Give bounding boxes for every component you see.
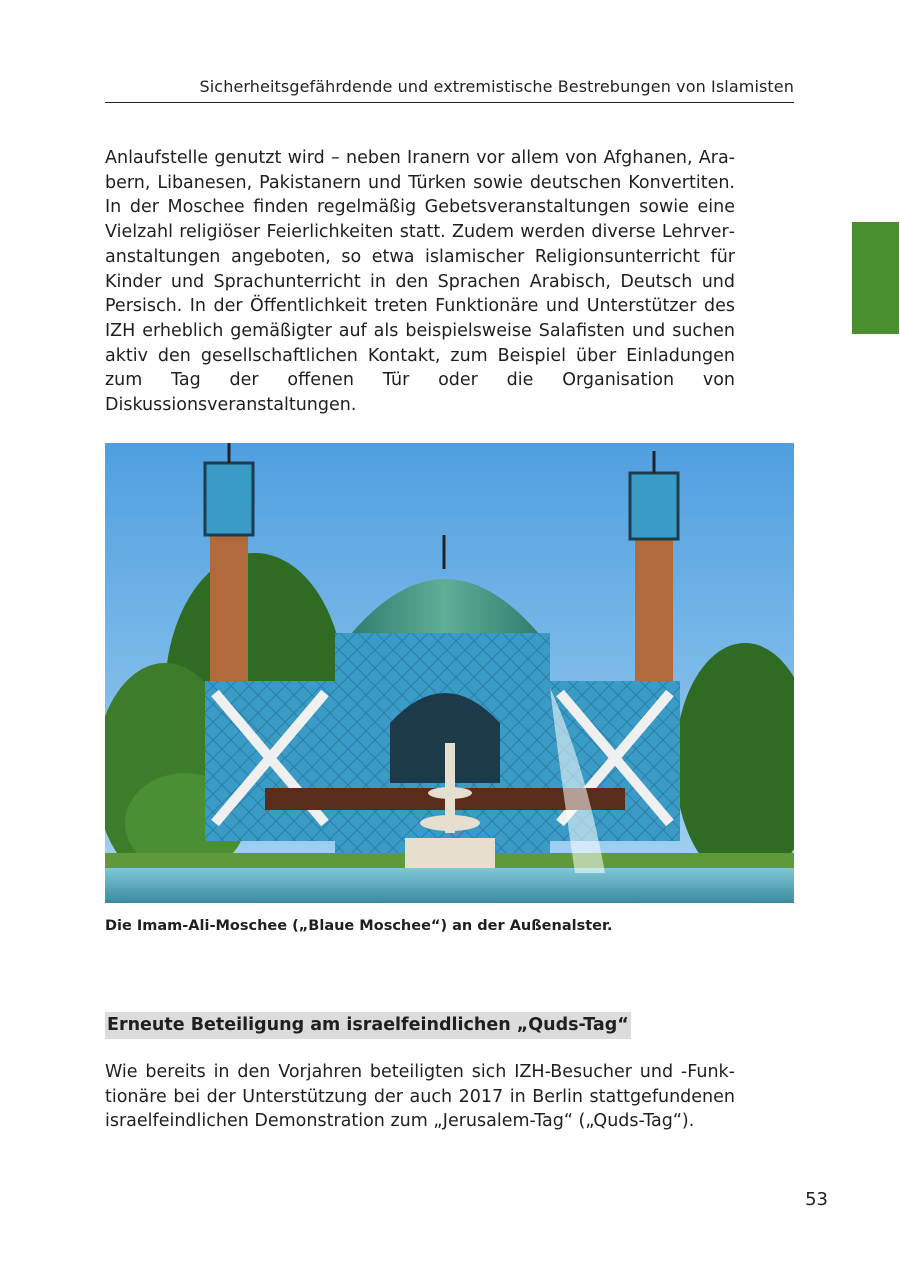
body-paragraph-1: Anlaufstelle genutzt wird – neben Iranern vor allem von Afghanen, Arabern, Libanesen, Pakistanern und Türken sowie deutschen Konvertiten. In der Moschee finden regelmäßig Gebetsveranstaltungen sowie eine Vielzahl religiöser Feierlichkeiten statt. Zudem werden diverse Lehrveranstaltungen angeboten, so etwa islamischer Religionsunterricht für Kinder und Sprachunterricht in den Sprachen Arabisch, Deutsch und Persisch. In der Öffentlichkeit treten Funktionäre und Unterstützer des IZH erheblich gemäßigter auf als beispielsweise Salafisten und suchen aktiv den gesellschaftlichen Kontakt, zum Beispiel über Einladungen zum Tag der offenen Tür oder die Organisation von Diskussionsveranstaltungen. — [105, 148, 735, 416]
section-heading: Erneute Beteiligung am israelfeindlichen „Quds-Tag“ — [105, 1012, 631, 1039]
page-number: 53 — [805, 1189, 828, 1210]
chapter-tab-marker — [852, 222, 899, 334]
mosque-photo — [105, 443, 794, 903]
body-paragraph-2: Wie bereits in den Vorjahren beteiligten sich IZH-Besucher und -Funktionäre bei der Unterstützung der auch 2017 in Berlin stattgefundenen israelfeindlichen Demonstration zum „Jerusalem-Tag“ („Quds-Tag“). — [105, 1062, 735, 1132]
figure-caption: Die Imam-Ali-Moschee („Blaue Moschee“) an der Außenalster. — [105, 918, 613, 934]
running-header: Sicherheitsgefährdende und extremistische Bestrebungen von Islamisten — [105, 76, 794, 103]
